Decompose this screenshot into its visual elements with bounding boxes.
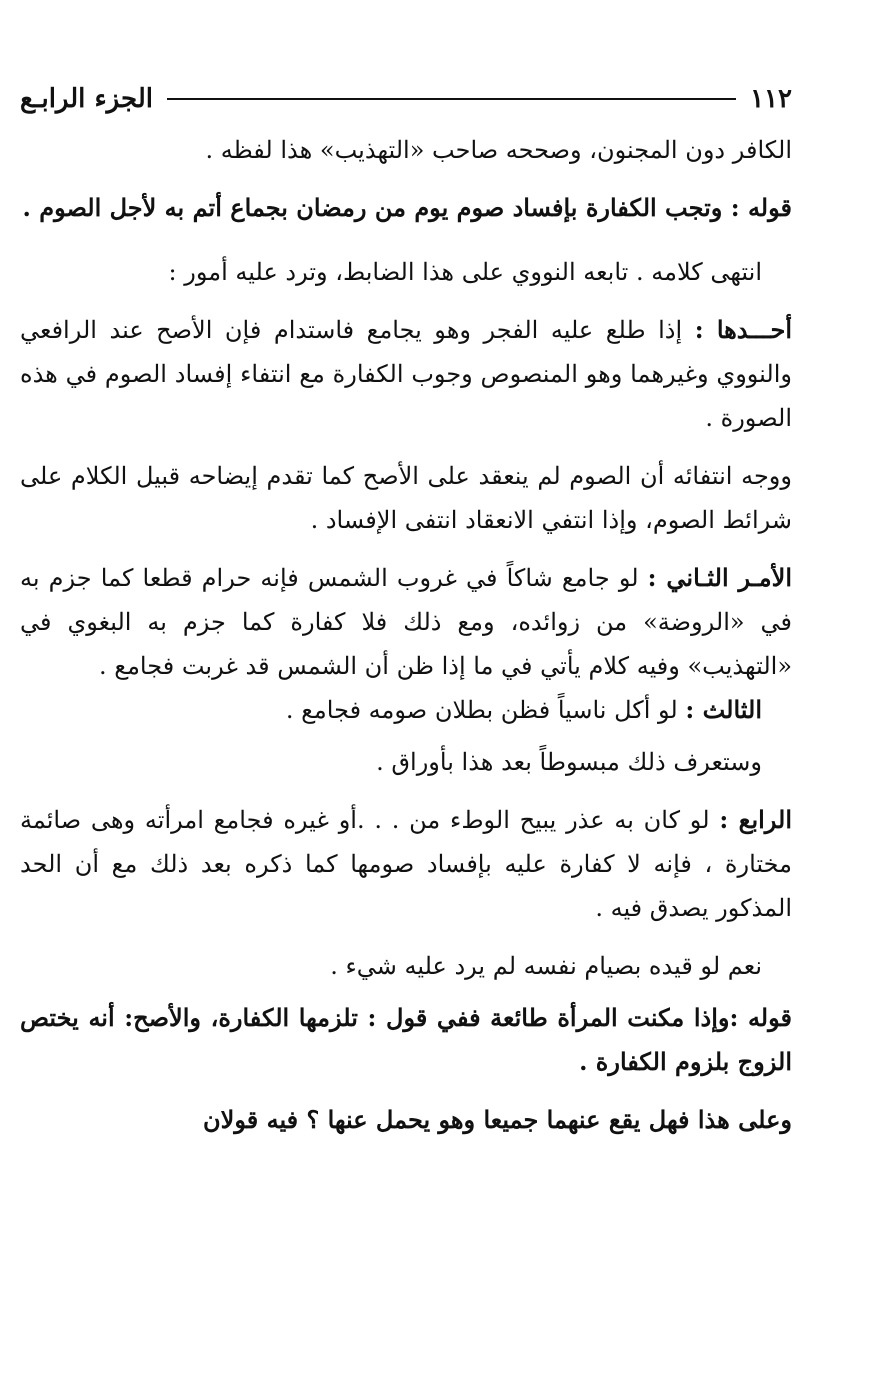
paragraph-4-first-issue	[20, 308, 792, 440]
paragraph-text: إذا طلع عليه الفجر وهو يجامع فاستدام فإن الأصح عند الرافعي والنووي وغيرهما وهو المنصوص وجوب الكفارة مع انتفاء إفساد الصوم في هذه الصورة .	[20, 316, 792, 432]
paragraph-text: لو جامع شاكاً في غروب الشمس فإنه حرام قطعا كما جزم به في «الروضة» من زوائده، ومع ذلك فلا كفارة كما جزم به البغوي في «التهذيب» وفيه كلام يأتي في ما إذا ظن أن الشمس قد غربت فجامع .	[20, 564, 792, 680]
paragraph-8	[20, 740, 792, 784]
paragraph-2-quote	[20, 186, 792, 230]
paragraph-text: وستعرف ذلك مبسوطاً بعد هذا بأوراق .	[376, 748, 762, 776]
paragraph-9-fourth-issue	[20, 798, 792, 930]
page-header	[20, 78, 792, 120]
paragraph-7-third-issue	[20, 688, 792, 732]
header-rule	[167, 98, 736, 100]
paragraph-text: لو أكل ناسياً فظن بطلان صومه فجامع .	[285, 696, 678, 724]
paragraph-text: نعم لو قيده بصيام نفسه لم يرد عليه شيء .	[330, 952, 762, 980]
paragraph-lead: الأمـر الثـاني :	[647, 563, 792, 592]
paragraph-lead: أحـــدها :	[694, 315, 793, 344]
paragraph-1	[20, 128, 792, 172]
running-title: الجزء الرابـع	[20, 84, 153, 114]
paragraph-text: انتهى كلامه . تابعه النووي على هذا الضابط، وترد عليه أمور :	[168, 258, 762, 286]
paragraph-5	[20, 454, 792, 542]
paragraph-6-second-issue	[20, 556, 792, 688]
document-page	[20, 78, 792, 1142]
paragraph-text: وعلى هذا فهل يقع عنهما جميعا وهو يحمل عنها ؟ فيه قولان	[203, 1105, 792, 1134]
paragraph-text: قوله : وتجب الكفارة بإفساد صوم يوم من رمضان بجماع أتم به لأجل الصوم .	[22, 193, 792, 222]
paragraph-3	[20, 250, 792, 294]
paragraph-lead: الرابع :	[719, 805, 793, 834]
page-number: ١١٢	[750, 84, 792, 114]
paragraph-lead: الثالث :	[685, 695, 762, 724]
paragraph-text: ووجه انتفائه أن الصوم لم ينعقد على الأصح كما تقدم إيضاحه قبيل الكلام على شرائط الصوم، وإذا انتفي الانعقاد انتفى الإفساد .	[20, 462, 792, 534]
paragraph-text: قوله :وإذا مكنت المرأة طائعة ففي قول : تلزمها الكفارة، والأصح: أنه يختص الزوج بلزوم الكفارة .	[20, 1003, 792, 1076]
paragraph-10	[20, 944, 792, 988]
paragraph-text: لو كان به عذر يبيح الوطء من . . .أو غيره فجامع امرأته وهى صائمة مختارة ، فإنه لا كفارة عليه بإفساد صومها كما ذكره بعد ذلك مع أن الحد المذكور يصدق فيه .	[20, 806, 792, 922]
paragraph-12	[20, 1098, 792, 1142]
paragraph-text: الكافر دون المجنون، وصححه صاحب «التهذيب» هذا لفظه .	[205, 136, 792, 164]
paragraph-11-quote	[20, 996, 792, 1084]
